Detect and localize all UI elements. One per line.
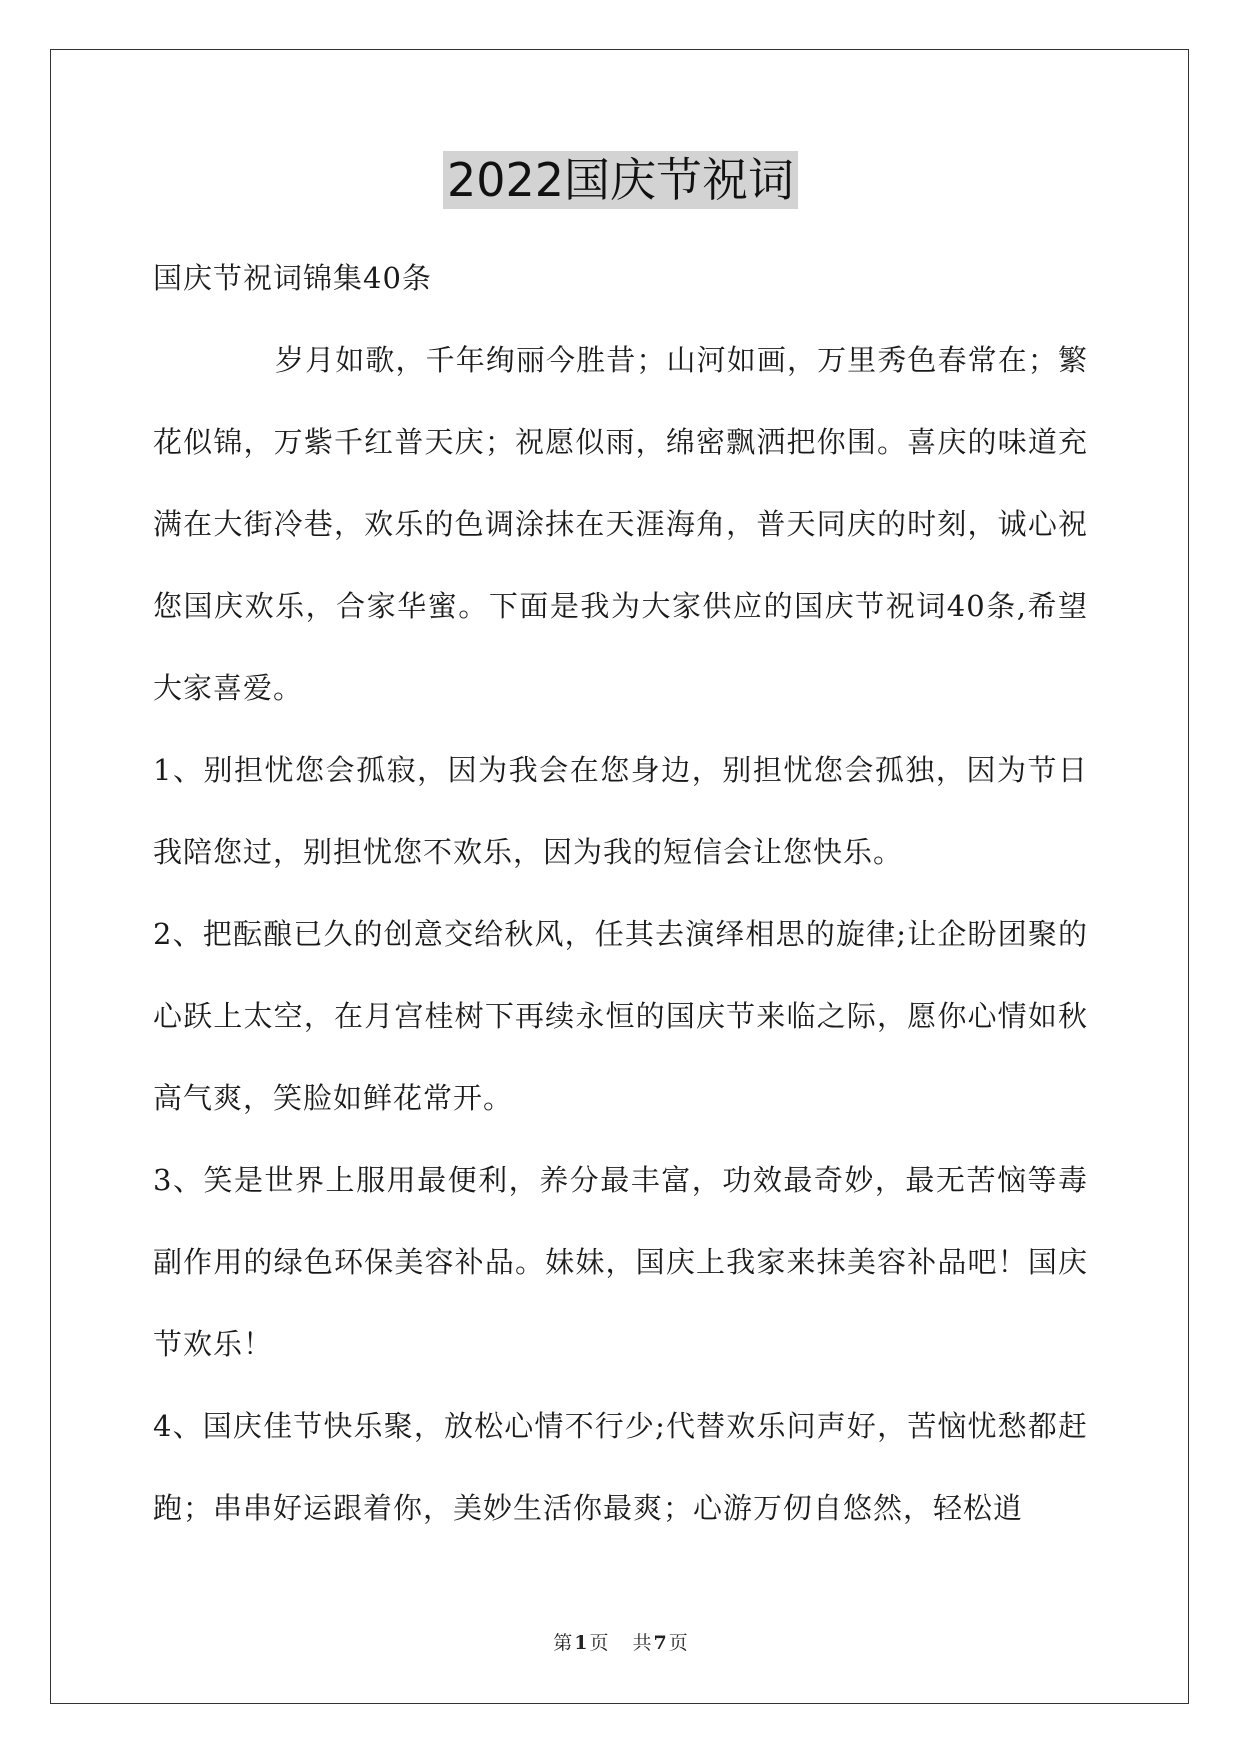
page-prefix: 第	[553, 1632, 573, 1654]
list-item: 2、把酝酿已久的创意交给秋风，任其去演绎相思的旋律;让企盼团聚的心跃上太空，在月宫桂树下再续永恒的国庆节来临之际，愿你心情如秋高气爽，笑脸如鲜花常开。	[153, 917, 1088, 1115]
page-footer	[0, 1628, 1241, 1655]
page-suffix: 页	[589, 1632, 609, 1654]
total-suffix: 页	[668, 1632, 688, 1654]
document-title	[0, 150, 1241, 210]
document-body	[153, 237, 1088, 1549]
intro-paragraph: 岁月如歌，千年绚丽今胜昔；山河如画，万里秀色春常在；繁花似锦，万紫千红普天庆；祝愿似雨，绵密飘洒把你围。喜庆的味道充满在大街冷巷，欢乐的色调涂抹在天涯海角，普天同庆的时刻，诚心祝您国庆欢乐，合家华蜜。下面是我为大家供应的国庆节祝词40条,希望大家喜爱。	[153, 343, 1088, 705]
total-prefix: 共	[632, 1632, 652, 1654]
list-item: 1、别担忧您会孤寂，因为我会在您身边，别担忧您会孤独，因为节日我陪您过，别担忧您不欢乐，因为我的短信会让您快乐。	[153, 753, 1088, 869]
total-pages: 7	[653, 1632, 667, 1654]
document-title-text: 2022国庆节祝词	[443, 151, 798, 209]
list-item: 4、国庆佳节快乐聚，放松心情不行少;代替欢乐问声好，苦恼忧愁都赶跑；串串好运跟着你，美妙生活你最爽；心游万仞自悠然，轻松逍	[153, 1409, 1088, 1525]
page-number: 1	[574, 1632, 588, 1654]
document-subtitle: 国庆节祝词锦集40条	[153, 261, 432, 295]
list-item: 3、笑是世界上服用最便利，养分最丰富，功效最奇妙，最无苦恼等毒副作用的绿色环保美容补品。妹妹，国庆上我家来抹美容补品吧！国庆节欢乐！	[153, 1163, 1088, 1361]
